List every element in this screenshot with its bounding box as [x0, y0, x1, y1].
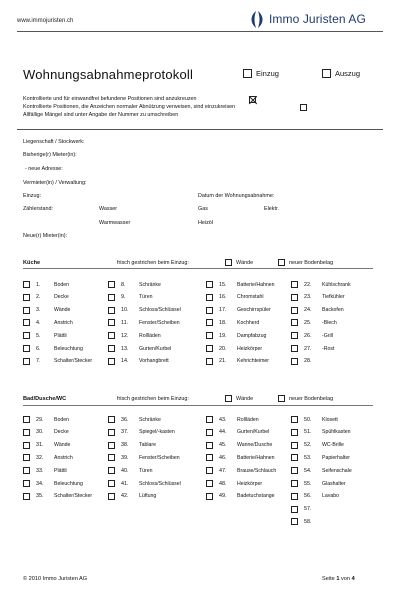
instruction-line-2: Kontrollierte Positionen, die Anzeichen normaler Abnützung verweisen, sind einzukreisen	[23, 104, 236, 110]
item-label: Schalter/Stecker	[54, 358, 93, 365]
item-checkbox[interactable]	[206, 281, 213, 288]
item-number: 1.	[36, 281, 41, 288]
item-label: Schränke	[139, 416, 161, 423]
field-neue-mieter: Neue(r) Mieter(in):	[23, 233, 68, 239]
bad-bodenbelag-checkbox[interactable]	[278, 395, 285, 402]
item-checkbox[interactable]	[206, 307, 213, 314]
item-number: 6.	[36, 345, 41, 352]
item-checkbox[interactable]	[23, 493, 30, 500]
item-checkbox[interactable]	[291, 307, 298, 314]
item-number: 24.	[304, 307, 312, 314]
item-checkbox[interactable]	[23, 454, 30, 461]
item-number: 26.	[304, 332, 312, 339]
field-liegenschaft: Liegenschaft / Stockwerk:	[23, 139, 85, 145]
item-label: -Grill	[322, 332, 333, 339]
item-number: 56.	[304, 493, 312, 500]
item-checkbox[interactable]	[23, 345, 30, 352]
item-label: Batterie/Hahnen	[237, 454, 275, 461]
item-checkbox[interactable]	[108, 480, 115, 487]
item-number: 33.	[36, 467, 44, 474]
item-number: 10.	[121, 307, 129, 314]
item-label: Papierhalter	[322, 454, 350, 461]
page-total: 4	[351, 576, 355, 582]
item-checkbox[interactable]	[23, 319, 30, 326]
footer-page-number	[322, 576, 355, 582]
item-checkbox[interactable]	[206, 442, 213, 449]
item-checkbox[interactable]	[108, 281, 115, 288]
kueche-waende-label: Wände	[236, 260, 254, 266]
item-number: 55.	[304, 480, 312, 487]
item-checkbox[interactable]	[291, 358, 298, 365]
bad-divider	[23, 405, 373, 406]
item-checkbox[interactable]	[108, 307, 115, 314]
item-label: -Rost	[322, 345, 335, 352]
item-checkbox[interactable]	[108, 493, 115, 500]
item-label: Wände	[54, 307, 71, 314]
item-label: Spühlkasten	[322, 429, 351, 436]
item-checkbox[interactable]	[23, 332, 30, 339]
item-number: 18.	[219, 319, 227, 326]
item-number: 34.	[36, 480, 44, 487]
item-label: Brause/Schlauch	[237, 467, 277, 474]
kueche-painted-label: frisch gestrichen beim Einzug:	[117, 260, 189, 266]
item-label: Tiefkühler	[322, 294, 345, 301]
item-number: 36.	[121, 416, 129, 423]
item-checkbox[interactable]	[23, 480, 30, 487]
item-label: Schränke	[139, 281, 161, 288]
item-label: Beleuchtung	[54, 480, 83, 487]
item-label: Seifenschale	[322, 467, 352, 474]
item-label: Schloss/Schlüssel	[139, 307, 181, 314]
item-checkbox[interactable]	[108, 319, 115, 326]
item-number: 11.	[121, 319, 129, 326]
item-label: Klosett	[322, 416, 338, 423]
field-gas: Gas	[198, 206, 208, 212]
item-checkbox[interactable]	[291, 467, 298, 474]
item-number: 13.	[121, 345, 129, 352]
item-number: 40.	[121, 467, 129, 474]
item-number: 57.	[304, 506, 312, 513]
sample-checked-checkbox	[249, 96, 256, 103]
page-title: Wohnungsabnahmeprotokoll	[23, 67, 194, 82]
item-label: Rollläden	[237, 416, 259, 423]
item-checkbox[interactable]	[108, 442, 115, 449]
item-number: 7.	[36, 358, 41, 365]
item-label: Spiegel/-kasten	[139, 429, 175, 436]
item-checkbox[interactable]	[291, 416, 298, 423]
item-checkbox[interactable]	[291, 319, 298, 326]
page-prefix: Seite	[322, 576, 337, 582]
header-divider	[17, 31, 383, 32]
item-number: 21.	[219, 358, 227, 365]
item-checkbox[interactable]	[108, 454, 115, 461]
item-label: Vorhangbrett	[139, 358, 169, 365]
item-label: Plättli	[54, 467, 67, 474]
item-number: 46.	[219, 454, 227, 461]
item-checkbox[interactable]	[108, 332, 115, 339]
item-label: Heizkörper	[237, 345, 263, 352]
item-label: Lüftung	[139, 493, 157, 500]
item-number: 58.	[304, 518, 312, 525]
item-checkbox[interactable]	[206, 319, 213, 326]
item-number: 37.	[121, 429, 129, 436]
item-number: 25.	[304, 319, 312, 326]
item-checkbox[interactable]	[23, 467, 30, 474]
item-checkbox[interactable]	[291, 506, 298, 513]
instructions-divider	[17, 129, 383, 130]
field-bisherige-mieter: Bisherige(r) Mieter(in):	[23, 152, 77, 158]
item-label: Wanne/Dusche	[237, 442, 273, 449]
item-checkbox[interactable]	[206, 467, 213, 474]
item-label: Tablare	[139, 442, 157, 449]
auszug-checkbox[interactable]	[322, 69, 331, 78]
item-label: Batterie/Hahnen	[237, 281, 275, 288]
item-checkbox[interactable]	[108, 345, 115, 352]
item-checkbox[interactable]	[291, 294, 298, 301]
item-number: 35.	[36, 493, 44, 500]
item-number: 8.	[121, 281, 126, 288]
item-number: 32.	[36, 454, 44, 461]
bad-waende-checkbox[interactable]	[225, 395, 232, 402]
item-checkbox[interactable]	[23, 358, 30, 365]
page-current: 1	[336, 576, 340, 582]
item-number: 44.	[219, 429, 227, 436]
item-number: 9.	[121, 294, 126, 301]
x-mark-icon	[250, 97, 255, 102]
section-title-bad: Bad/Dusche/WC	[23, 396, 67, 402]
item-number: 53.	[304, 454, 312, 461]
item-checkbox[interactable]	[206, 332, 213, 339]
item-number: 12.	[121, 332, 129, 339]
item-label: Geschirrspüler	[237, 307, 271, 314]
item-label: Schalter/Stecker	[54, 493, 93, 500]
item-checkbox[interactable]	[206, 493, 213, 500]
item-checkbox[interactable]	[23, 442, 30, 449]
field-einzug: Einzug:	[23, 193, 41, 199]
item-label: Chromstahl	[237, 294, 264, 301]
section-title-kueche: Küche	[23, 260, 41, 266]
item-checkbox[interactable]	[206, 454, 213, 461]
sample-circled-checkbox	[300, 104, 307, 111]
item-label: Fenster/Scheiben	[139, 319, 180, 326]
bad-bodenbelag-label: neuer Bodenbelag	[289, 396, 334, 402]
item-checkbox[interactable]	[23, 307, 30, 314]
item-checkbox[interactable]	[291, 429, 298, 436]
item-label: Gurten/Kurbel	[139, 345, 172, 352]
leaf-logo-icon	[249, 10, 265, 29]
item-label: Anstrich	[54, 454, 73, 461]
item-label: Glashalter	[322, 480, 346, 487]
item-number: 48.	[219, 480, 227, 487]
bad-waende-label: Wände	[236, 396, 254, 402]
item-number: 14.	[121, 358, 129, 365]
item-number: 22.	[304, 281, 312, 288]
item-checkbox[interactable]	[291, 332, 298, 339]
item-checkbox[interactable]	[206, 358, 213, 365]
item-label: Backofen	[322, 307, 344, 314]
item-checkbox[interactable]	[291, 442, 298, 449]
item-number: 3.	[36, 307, 41, 314]
item-label: Plättli	[54, 332, 67, 339]
item-number: 16.	[219, 294, 227, 301]
item-number: 29.	[36, 416, 44, 423]
item-number: 23.	[304, 294, 312, 301]
item-checkbox[interactable]	[291, 345, 298, 352]
item-number: 31.	[36, 442, 44, 449]
item-checkbox[interactable]	[206, 480, 213, 487]
kueche-bodenbelag-label: neuer Bodenbelag	[289, 260, 334, 266]
field-neue-adresse: - neue Adresse:	[25, 166, 63, 172]
item-number: 51.	[304, 429, 312, 436]
item-number: 4.	[36, 319, 41, 326]
item-number: 19.	[219, 332, 227, 339]
item-checkbox[interactable]	[206, 294, 213, 301]
item-label: Gurten/Kurbel	[237, 429, 270, 436]
item-number: 42.	[121, 493, 129, 500]
item-checkbox[interactable]	[291, 480, 298, 487]
item-number: 17.	[219, 307, 227, 314]
item-number: 5.	[36, 332, 41, 339]
bad-painted-label: frisch gestrichen beim Einzug:	[117, 396, 189, 402]
item-label: Boden	[54, 416, 70, 423]
field-datum: Datum der Wohnungsabnahme:	[198, 193, 275, 199]
item-checkbox[interactable]	[108, 358, 115, 365]
field-warmwasser: Warmwasser	[99, 220, 131, 226]
item-checkbox[interactable]	[291, 454, 298, 461]
website-url: www.immojuristen.ch	[17, 18, 74, 24]
item-label: -Blech	[322, 319, 337, 326]
item-label: Türen	[139, 467, 153, 474]
field-heizoel: Heizöl	[198, 220, 213, 226]
item-label: Wände	[54, 442, 71, 449]
item-label: Schloss/Schlüssel	[139, 480, 181, 487]
item-number: 47.	[219, 467, 227, 474]
item-checkbox[interactable]	[206, 416, 213, 423]
item-label: Kehrichteimer	[237, 358, 270, 365]
item-number: 39.	[121, 454, 129, 461]
item-checkbox[interactable]	[291, 493, 298, 500]
brand-logo	[249, 9, 366, 29]
item-label: Anstrich	[54, 319, 73, 326]
item-label: WC-Brille	[322, 442, 344, 449]
item-number: 45.	[219, 442, 227, 449]
item-checkbox[interactable]	[23, 294, 30, 301]
kueche-waende-checkbox[interactable]	[225, 259, 232, 266]
item-number: 28.	[304, 358, 312, 365]
item-label: Rollläden	[139, 332, 161, 339]
item-label: Dampfabzug	[237, 332, 267, 339]
brand-name: Immo Juristen AG	[269, 12, 366, 26]
item-number: 52.	[304, 442, 312, 449]
item-checkbox[interactable]	[23, 416, 30, 423]
item-checkbox[interactable]	[108, 429, 115, 436]
kueche-divider	[23, 268, 373, 269]
item-label: Boden	[54, 281, 70, 288]
item-number: 27.	[304, 345, 312, 352]
item-label: Kochherd	[237, 319, 260, 326]
item-label: Lavabo	[322, 493, 340, 500]
instruction-line-3: Allfällige Mängel sind unter Angabe der Nummer zu umschreiben	[23, 112, 179, 118]
item-label: Kühlschrank	[322, 281, 351, 288]
field-vermieter: Vermieter(in) / Verwaltung:	[23, 180, 87, 186]
item-label: Decke	[54, 429, 69, 436]
auszug-label: Auszug	[335, 69, 361, 78]
item-checkbox[interactable]	[23, 429, 30, 436]
item-label: Heizkörper	[237, 480, 263, 487]
item-label: Decke	[54, 294, 69, 301]
item-number: 43.	[219, 416, 227, 423]
item-checkbox[interactable]	[108, 467, 115, 474]
instruction-line-1: Kontrollierte und für einwandfrei befundene Positionen sind anzukreuzen	[23, 96, 197, 102]
item-label: Beleuchtung	[54, 345, 83, 352]
page-sep: von	[339, 576, 352, 582]
item-checkbox[interactable]	[206, 429, 213, 436]
kueche-bodenbelag-checkbox[interactable]	[278, 259, 285, 266]
item-label: Badetuchstange	[237, 493, 275, 500]
item-checkbox[interactable]	[291, 281, 298, 288]
item-number: 49.	[219, 493, 227, 500]
item-number: 2.	[36, 294, 41, 301]
item-number: 15.	[219, 281, 227, 288]
item-checkbox[interactable]	[108, 294, 115, 301]
item-number: 50.	[304, 416, 312, 423]
footer-copyright: © 2010 Immo Juristen AG	[23, 576, 88, 582]
field-wasser: Wasser	[99, 206, 118, 212]
field-elektr: Elektr.	[264, 206, 279, 212]
item-checkbox[interactable]	[291, 518, 298, 525]
einzug-label: Einzug	[256, 69, 279, 78]
item-label: Fenster/Scheiben	[139, 454, 180, 461]
item-number: 30.	[36, 429, 44, 436]
item-checkbox[interactable]	[206, 345, 213, 352]
item-number: 41.	[121, 480, 129, 487]
item-checkbox[interactable]	[108, 416, 115, 423]
item-number: 38.	[121, 442, 129, 449]
item-checkbox[interactable]	[23, 281, 30, 288]
item-number: 54.	[304, 467, 312, 474]
einzug-checkbox[interactable]	[243, 69, 252, 78]
item-number: 20.	[219, 345, 227, 352]
item-label: Türen	[139, 294, 153, 301]
field-zaehlerstand: Zählerstand:	[23, 206, 53, 212]
